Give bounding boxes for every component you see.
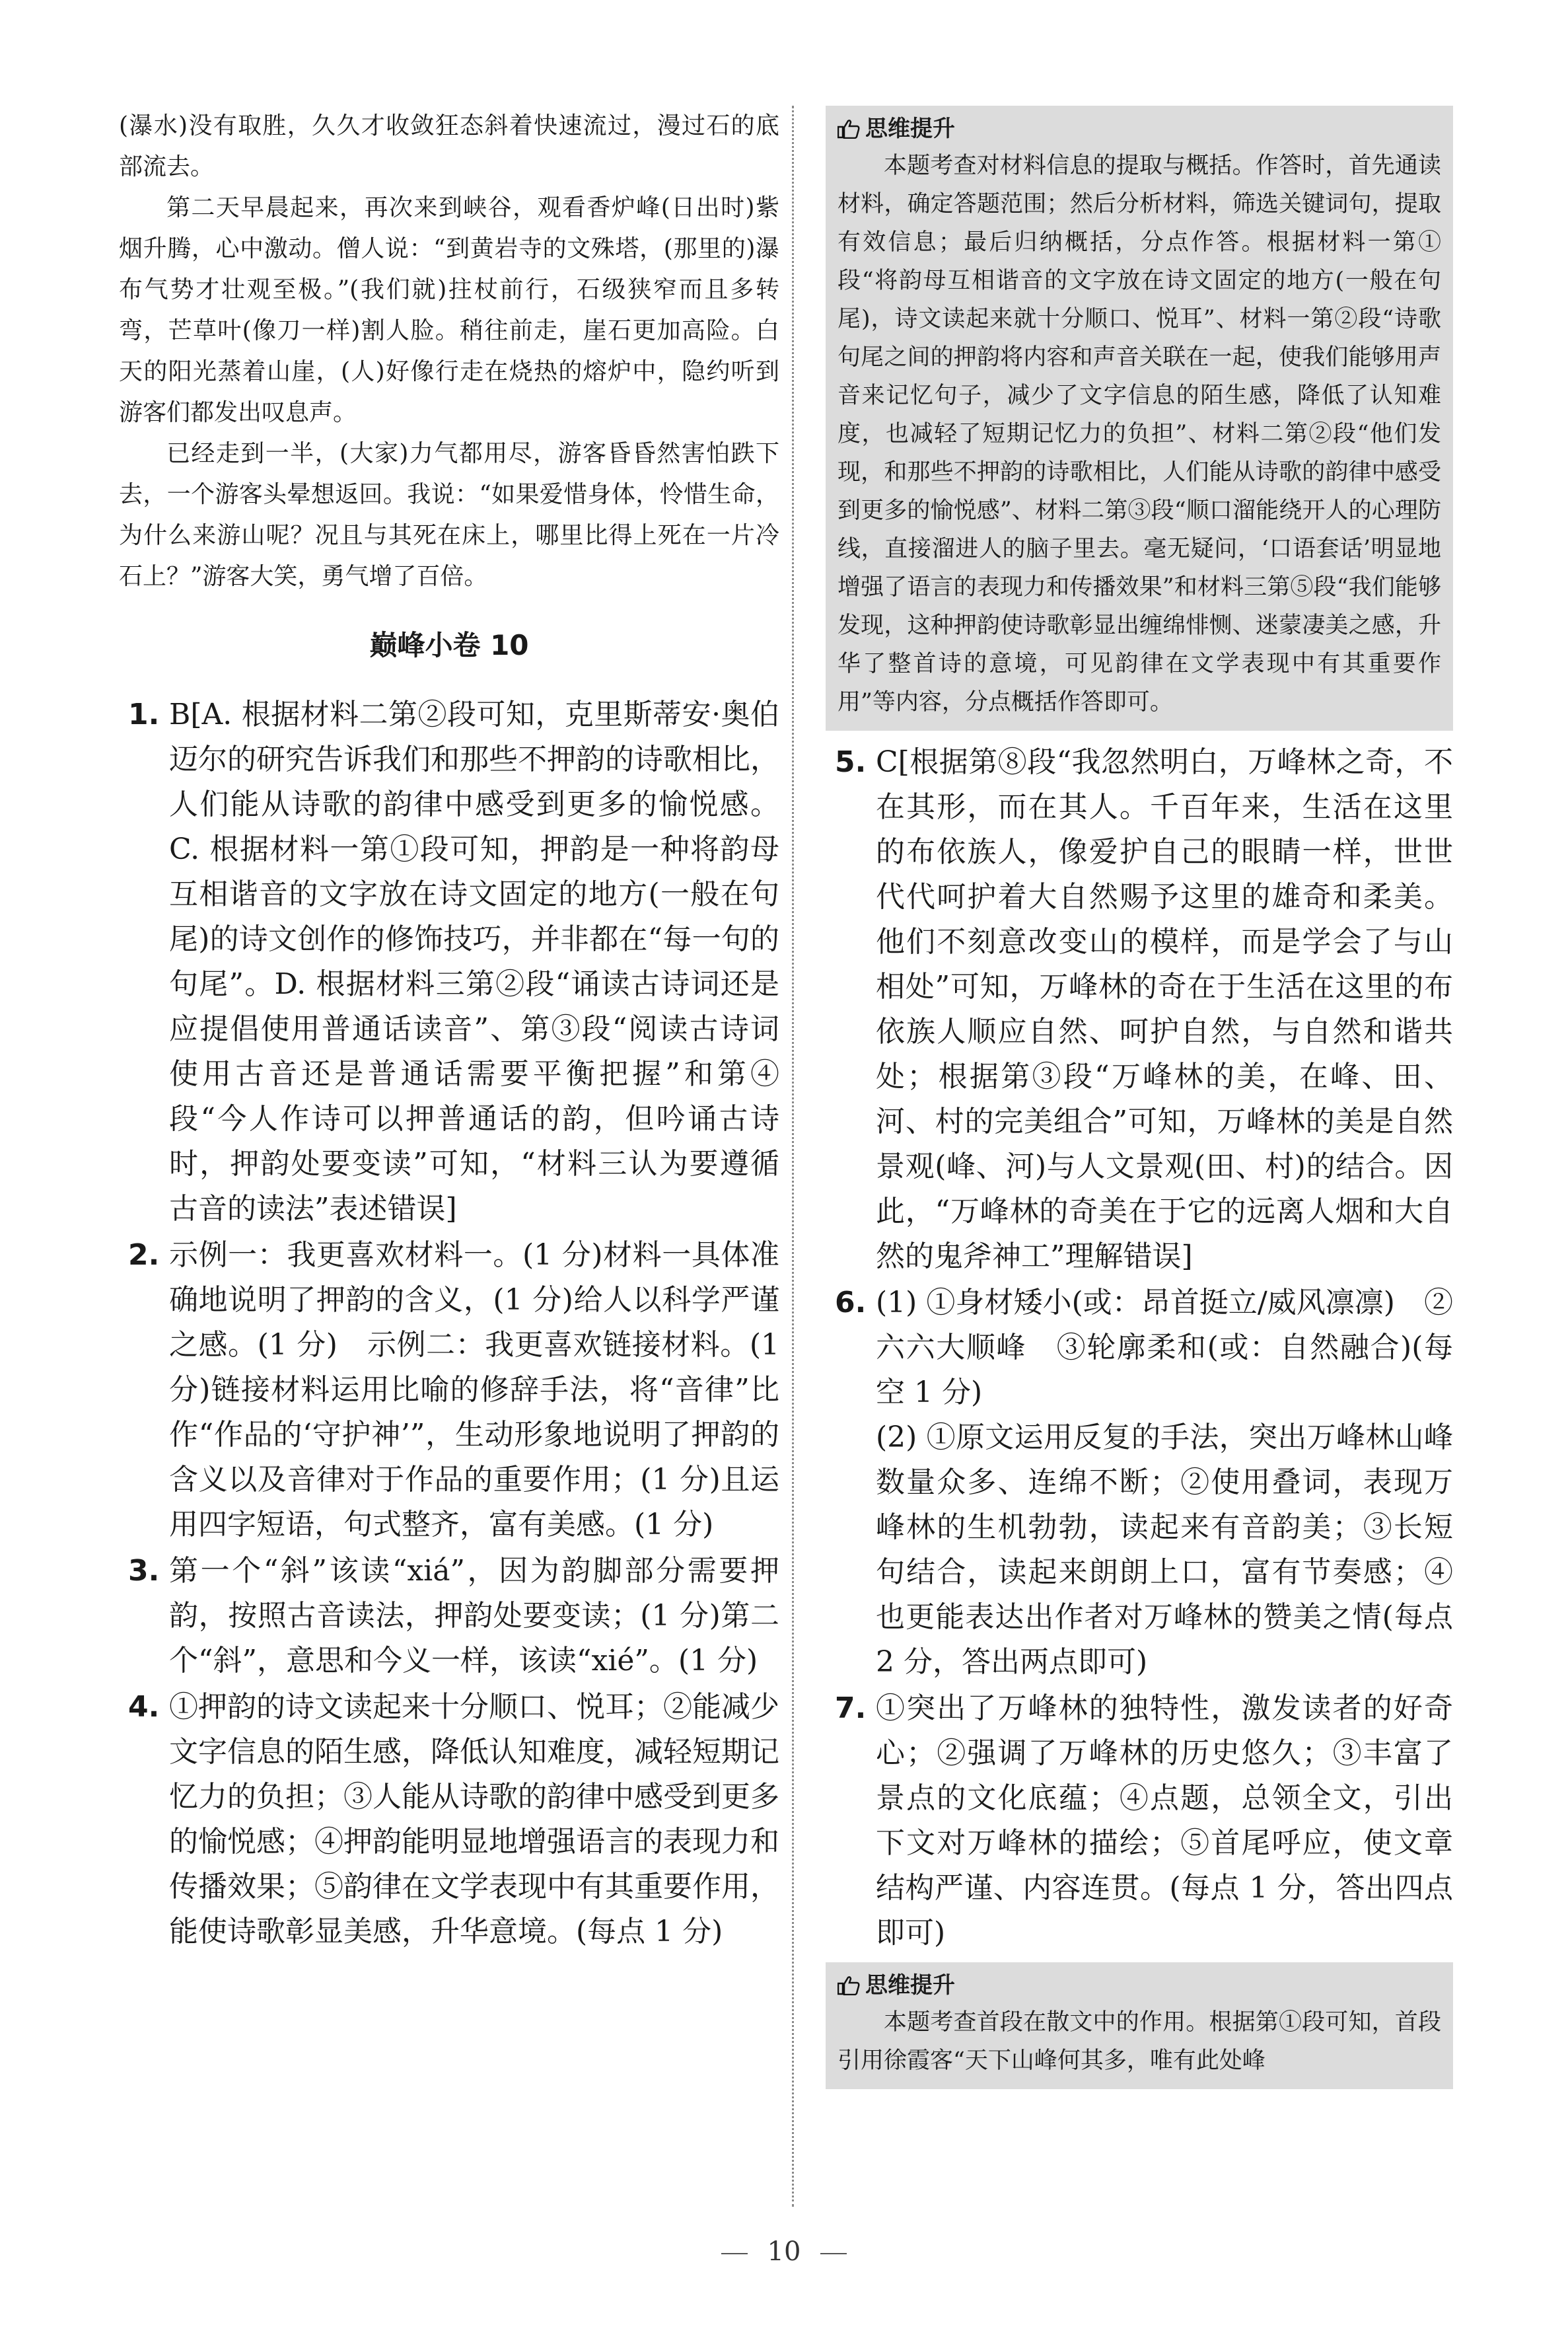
translation-block	[119, 106, 779, 597]
question-list	[826, 740, 1453, 1956]
answer-text: ①押韵的诗文读起来十分顺口、悦耳；②能减少文字信息的陌生感，降低认知难度，减轻短期记忆力的负担；③人能从诗歌的韵律中感受到更多的愉悦感；④押韵能明显地增强语言的表现力和传播效果；⑤韵律在文学表现中有其重要作用，能使诗歌彰显美感，升华意境。(每点 1 分)	[169, 1690, 779, 1948]
answer-text: (1) ①身材矮小(或：昂首挺立/威风凛凛) ②六六大顺峰 ③轮廓柔和(或：自然融合)(每空 1 分)	[876, 1286, 1453, 1409]
answer-number: 2.	[128, 1238, 160, 1272]
answer-item	[119, 1685, 779, 1954]
column-divider	[792, 106, 794, 2207]
tip-text: 本题考查对材料信息的提取与概括。作答时，首先通读材料，确定答题范围；然后分析材料，筛选关键词句，提取有效信息；最后归纳概括，分点作答。根据材料一第①段“将韵母互相谐音的文字放在诗文固定的地方(一般在句尾)，诗文读起来就十分顺口、悦耳”、材料一第②段“诗歌句尾之间的押韵将内容和声音关联在一起，使我们能够用声音来记忆句子，减少了文字信息的陌生感，降低了认知难度，也减轻了短期记忆力的负担”、材料二第②段“他们发现，和那些不押韵的诗歌相比，人们能从诗歌的韵律中感受到更多的愉悦感”、材料二第③段“顺口溜能绕开人的心理防线，直接溜进人的脑子里去。毫无疑问，‘口语套话’明显地增强了语言的表现力和传播效果”和材料三第⑤段“我们能够发现，这种押韵使诗歌彰显出缠绵悱恻、迷蒙凄美之感，升华了整首诗的意境，可见韵律在文学表现中有其重要作用”等内容，分点概括作答即可。	[837, 153, 1441, 716]
answer-text: C[根据第⑧段“我忽然明白，万峰林之奇，不在其形，而在其人。千百年来，生活在这里的布依族人，像爱护自己的眼睛一样，世世代代呵护着大自然赐予这里的雄奇和柔美。他们不刻意改变山的模样，而是学会了与山相处”可知，万峰林的奇在于生活在这里的布依族人顺应自然、呵护自然，与自然和谐共处；根据第③段“万峰林的美，在峰、田、河、村的完美组合”可知，万峰林的美是自然景观(峰、河)与人文景观(田、村)的结合。因此，“万峰林的奇美在于它的远离人烟和大自然的鬼斧神工”理解错误]	[876, 745, 1453, 1273]
thumbs-up-icon	[837, 119, 860, 139]
right-column	[826, 106, 1453, 2098]
answer-text: 示例一：我更喜欢材料一。(1 分)材料一具体准确地说明了押韵的含义，(1 分)给人以科学严谨之感。(1 分) 示例二：我更喜欢链接材料。(1 分)链接材料运用比喻的修辞手法，将“音律”比作“作品的‘守护神’”，生动形象地说明了押韵的含义以及音律对于作品的重要作用；(1 分)且运用四字短语，句式整齐，富有美感。(1 分)	[169, 1238, 779, 1541]
answer-item	[119, 1233, 779, 1547]
thinking-tip-box	[826, 1962, 1453, 2089]
answer-item	[119, 1549, 779, 1683]
answer-number: 1.	[128, 698, 160, 731]
answer-number: 3.	[128, 1554, 160, 1588]
translation-paragraph: (瀑水)没有取胜，久久才收敛狂态斜着快速流过，漫过石的底部流去。	[119, 112, 779, 180]
answer-text: ①突出了万峰林的独特性，激发读者的好奇心；②强调了万峰林的历史悠久；③丰富了景点的文化底蕴；④点题，总领全文，引出下文对万峰林的描绘；⑤首尾呼应，使文章结构严谨、内容连贯。(每点 1 分，答出四点即可)	[876, 1691, 1453, 1950]
answer-item	[826, 740, 1453, 1279]
translation-paragraph: 已经走到一半，(大家)力气都用尽，游客昏昏然害怕跌下去，一个游客头晕想返回。我说：“如果爱惜身体，怜惜生命，为什么来游山呢？况且与其死在床上，哪里比得上死在一片冷石上？”游客大笑，勇气增了百倍。	[119, 440, 779, 590]
left-column	[119, 106, 779, 1956]
page-footer	[0, 2236, 1568, 2267]
section-title: 巅峰小卷 10	[369, 629, 529, 661]
answer-text: B[A. 根据材料二第②段可知，克里斯蒂安·奥伯迈尔的研究告诉我们和那些不押韵的诗歌相比，人们能从诗歌的韵律中感受到更多的愉悦感。C. 根据材料一第①段可知，押韵是一种将韵母互相谐音的文字放在诗文固定的地方(一般在句尾)的诗文创作的修饰技巧，并非都在“每一句的句尾”。D. 根据材料三第②段“诵读古诗词还是应提倡使用普通话读音”、第③段“阅读古诗词使用古音还是普通话需要平衡把握”和第④段“今人作诗可以押普通话的韵，但吟诵古诗时，押韵处要变读”可知，“材料三认为要遵循古音的读法”表述错误]	[169, 698, 779, 1226]
answer-number: 6.	[835, 1286, 867, 1319]
answer-item	[119, 692, 779, 1232]
answer-text: 第一个“斜”该读“xiá”，因为韵脚部分需要押韵，按照古音读法，押韵处要变读；(1 分)第二个“斜”，意思和今义一样，该读“xié”。(1 分)	[169, 1554, 779, 1678]
tip-label: 思维提升	[865, 116, 955, 142]
tip-header	[837, 111, 1441, 147]
answer-item	[826, 1686, 1453, 1956]
thinking-tip-box	[826, 106, 1453, 731]
answer-number: 5.	[835, 745, 867, 779]
answer-item	[826, 1280, 1453, 1685]
answer-number: 4.	[128, 1690, 160, 1724]
page-number: 10	[767, 2236, 801, 2267]
answer-text: (2) ①原文运用反复的手法，突出万峰林山峰数量众多、连绵不断；②使用叠词，表现万峰林的生机勃勃，读起来有音韵美；③长短句结合，读起来朗朗上口，富有节奏感；④也更能表达出作者对万峰林的赞美之情(每点 2 分，答出两点即可)	[876, 1421, 1453, 1679]
answer-number: 7.	[835, 1691, 867, 1725]
thumbs-up-icon	[837, 1975, 860, 1995]
footer-dash	[820, 2253, 847, 2254]
translation-paragraph: 第二天早晨起来，再次来到峡谷，观看香炉峰(日出时)紫烟升腾，心中激动。僧人说：“到黄岩寺的文殊塔，(那里的)瀑布气势才壮观至极。”(我们就)拄杖前行，石级狭窄而且多转弯，芒草叶(像刀一样)割人脸。稍往前走，崖石更加高险。白天的阳光蒸着山崖，(人)好像行走在烧热的熔炉中，隐约听到游客们都发出叹息声。	[119, 194, 779, 426]
tip-label: 思维提升	[865, 1972, 955, 1999]
tip-header	[837, 1968, 1441, 2003]
question-list	[119, 692, 779, 1954]
tip-text: 本题考查首段在散文中的作用。根据第①段可知，首段引用徐霞客“天下山峰何其多，唯有此处峰	[837, 2009, 1441, 2074]
footer-dash	[721, 2253, 748, 2254]
